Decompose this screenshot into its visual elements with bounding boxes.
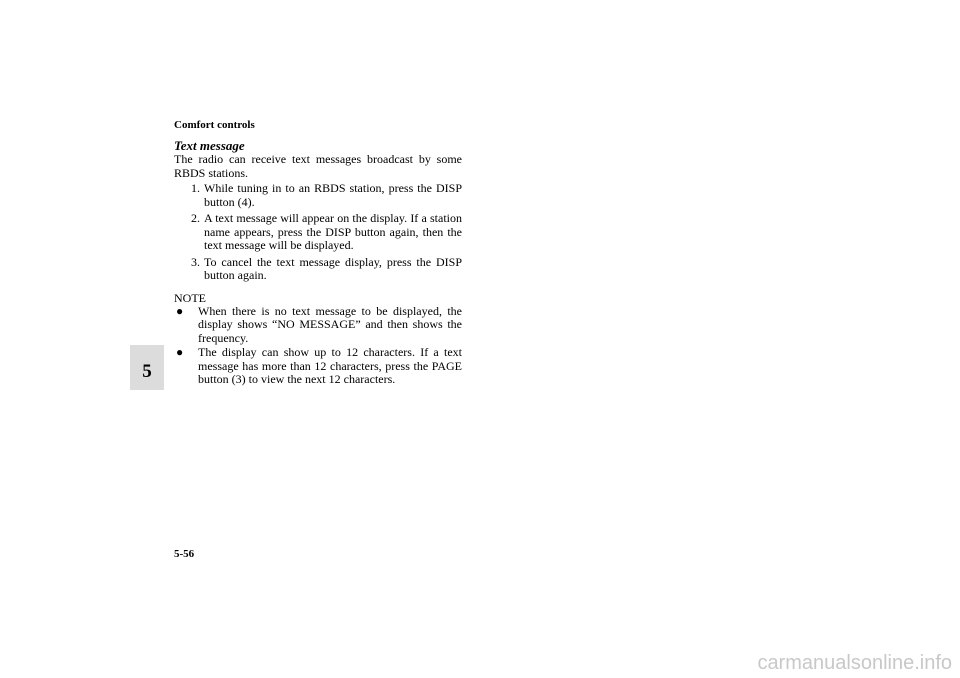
note-item [174, 305, 462, 346]
step-text: While tuning in to an RBDS station, press the DISP button (4). [204, 181, 462, 209]
watermark: carmanualsonline.info [757, 652, 952, 674]
step-number: 2. [191, 211, 200, 225]
note-item [174, 346, 462, 387]
step-number: 3. [191, 254, 200, 269]
running-head: Comfort controls [174, 119, 255, 131]
step-text: To cancel the text message display, press the DISP button again. [204, 254, 462, 282]
section-number: 5 [142, 361, 152, 382]
step-number: 1. [191, 181, 200, 195]
intro-paragraph: The radio can receive text messages broadcast by some RBDS stations. [174, 152, 462, 180]
page-number: 5-56 [174, 548, 195, 560]
note-label: NOTE [174, 290, 206, 305]
steps-list [174, 182, 462, 283]
notes-list [174, 305, 462, 387]
step-text: A text message will appear on the display. If a station name appears, press the DISP button again, then the text message will be displayed. [204, 211, 462, 252]
note-text: The display can show up to 12 characters. If a text message has more than 12 characters, press the PAGE button (3) to view the next 12 characters. [198, 345, 462, 386]
step-item [174, 256, 462, 283]
section-heading: Text message [174, 138, 245, 153]
step-item [174, 182, 462, 209]
main-content [174, 139, 462, 388]
bullet-icon: ● [176, 303, 184, 318]
step-item [174, 212, 462, 253]
note-text: When there is no text message to be displayed, the display shows “NO MESSAGE” and then shows the frequency. [198, 303, 462, 345]
bullet-icon: ● [176, 345, 184, 359]
